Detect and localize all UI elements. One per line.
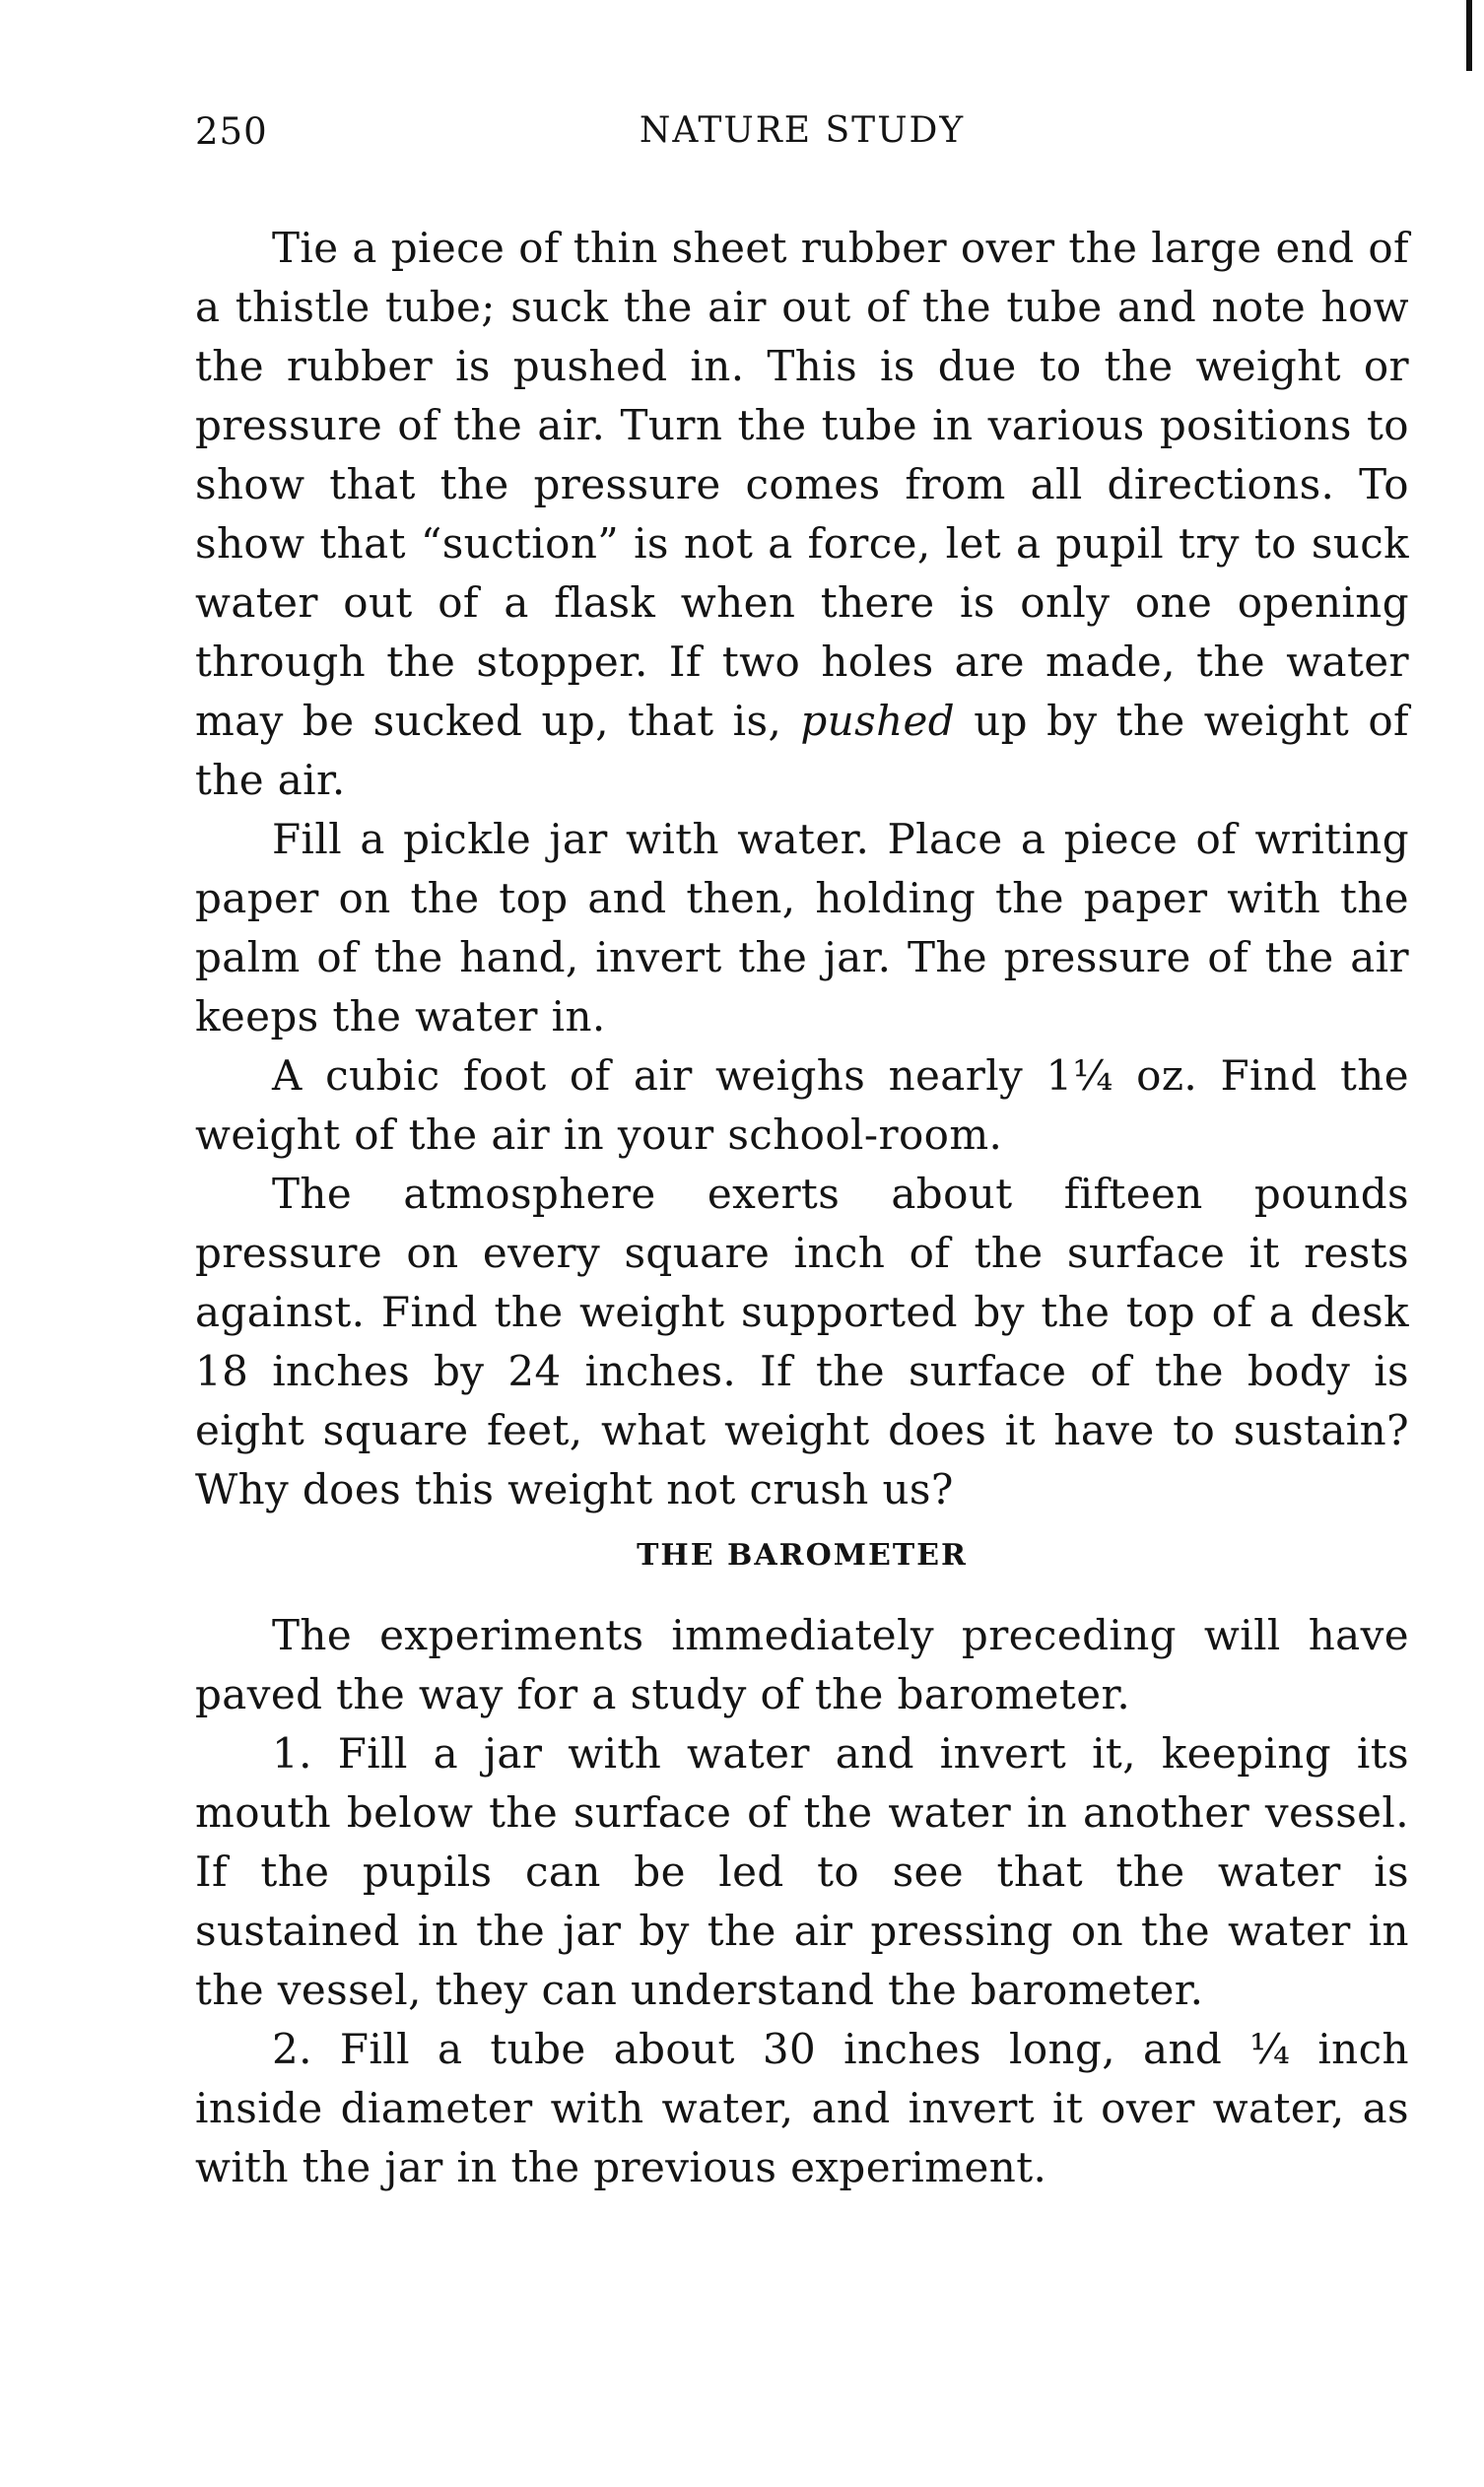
- paragraph-pickle-jar: Fill a pickle jar with water. Place a piece of writing paper on the top and then, holding the paper with the palm of the hand, invert the jar. The pressure of the air keeps the water in.: [195, 815, 1409, 1041]
- page-body: [195, 219, 1409, 2197]
- paragraph-thistle-tube-text: Tie a piece of thin sheet rubber over the large end of a thistle tube; suck the air out of the tube and note how the rubber is pushed in. This is due to the weight or pressure of the air. Turn the tube in various positions to show that the pressure comes from all directions. To show that “suction” is not a force, let a pupil try to suck water out of a flask when there is only one opening through the stopper. If two holes are made, the water may be sucked up, that is,: [195, 224, 1409, 745]
- paragraph-thistle-tube-end: up by the weight of the air.: [195, 697, 1409, 804]
- paragraph-atmosphere: The atmosphere exerts about fifteen pounds pressure on every square inch of the surface it rests against. Find the weight supported by the top of a desk 18 inches by 24 inches. If the surface of the body is eight square feet, what weight does it have to sustain? Why does this weight not crush us?: [195, 1170, 1409, 1513]
- paragraph-step-1: 1. Fill a jar with water and invert it, keeping its mouth below the surface of the water in another vessel. If the pupils can be led to see that the water is sustained in the jar by the air pressing on the water in the vessel, they can understand the barometer.: [195, 1729, 1409, 2014]
- paragraph-step-2: 2. Fill a tube about 30 inches long, and ¼ inch inside diameter with water, and invert it over water, as with the jar in the previous experiment.: [195, 2025, 1409, 2191]
- running-title: NATURE STUDY: [639, 110, 966, 151]
- italic-word: pushed: [800, 697, 956, 745]
- page-number: 250: [195, 110, 268, 153]
- paragraph-cubic-foot: A cubic foot of air weighs nearly 1¼ oz. Find the weight of the air in your school-room.: [195, 1051, 1409, 1159]
- paragraph-thistle-tube: [195, 219, 1409, 810]
- page-edge-mark: [1466, 0, 1472, 71]
- paragraph-barometer-intro: The experiments immediately preceding will have paved the way for a study of the barometer.: [195, 1611, 1409, 1718]
- running-head: [195, 110, 1409, 169]
- section-heading: THE BAROMETER: [637, 1538, 968, 1573]
